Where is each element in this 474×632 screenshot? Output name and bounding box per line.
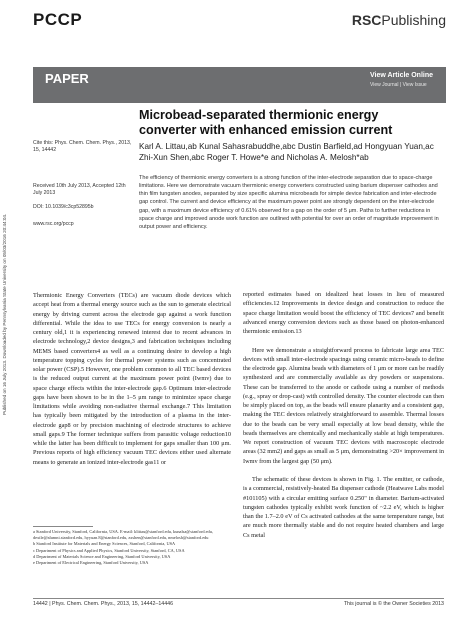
footnote-item: a Stanford University, Stanford, California, USA. E-mail: klittau@stanford.edu, kunalsa@stanford.edu, dexile@alumni.stanford.edu, hyyuan.8@stanford.edu, zxshen@stanford.edu, nmelosh@stanford.edu (33, 529, 213, 541)
body-column-left (33, 291, 231, 467)
journal-name: PCCP (33, 10, 83, 29)
body-paragraph: Here we demonstrate a straightforward process to fabricate large area TEC devices with small inter-electrode spacings using ceramic micro-beads to define the electrode gap. Alumina beads with diameters of 1 μm or more can be readily synthesized and are commercially available as dry powders or suspensions. These can be transferred to the anode or cathode using a number of methods (e.g., spray or drop-cast) with controlled density. The counter electrode can then be simply placed on top, as the beads will ensure planarity and a consistent gap, making the TEC devices relatively straightforward to assemble. Thermal losses due to the beads can be very small especially at low bead density, while the beads themselves are chemically and mechanically stable at high temperatures. We report construction of vacuum TEC devices with macroscopic electrode areas (32 mm2) and gaps as small as 5 μm, demonstrating >20× improvement in Iwmv from the largest gap (50 μm). (243, 346, 444, 465)
publisher-logo (352, 12, 446, 28)
journal-issue-links[interactable]: View Journal | View Issue (370, 82, 427, 88)
doi[interactable]: DOI: 10.1039/c3cp52895b (33, 204, 94, 210)
body-paragraph: Thermionic Energy Converters (TECs) are vacuum diode devices which accept heat from a thermal energy source such as the sun to generate electrical energy by driving current across the electrode gap against a work function differential. While the idea to use TECs for energy conversion is nearly a century old,1 it is experiencing renewed interest due to recent advances in electrode technology,2 device designs,3 and fabrication techniques including MEMS based converters4 as well as a continuing desire to develop a high temperature topping cycles for thermal power systems such as concentrated solar power (CSP).5 However, one problem common to all TEC based devices is the reduced output current at the maximum power point (Iwmv) due to space charge effects within the inter-electrode gap.6 Optimum inter-electrode gaps have been shown to be in the 1–5 μm range to minimize space charge limitations while avoiding non-radiative thermal exchange.7 This limitation has typically been mitigated by the introduction of a plasma in the inter-electrode gap8 or by precision machining of electrode structures to achieve small gaps.9 The former technique suffers from parasitic voltage reduction10 while the latter has been difficult to implement for gaps smaller than 100 μm. Previous reports of high efficiency vacuum TEC devices either used alternate means to generate an ionized inter-electrode gas11 or (33, 292, 231, 466)
view-article-online-link[interactable]: View Article Online (370, 72, 434, 79)
author-list: Karl A. Littau,ab Kunal Sahasrabuddhe,abc Dustin Barfield,ad Hongyuan Yuan,ac Zhi-Xun Shen,abc Roger T. Howe*e and Nicholas A. Melosh*ab (139, 142, 434, 162)
footnote-item: d Department of Materials Science and Engineering, Stanford University, USA (33, 553, 171, 559)
citation-info: Cite this: Phys. Chem. Chem. Phys., 2013, 15, 14442 (33, 140, 132, 153)
publisher-light: Publishing (381, 12, 446, 28)
affiliation-footnotes (33, 529, 233, 566)
paper-type-label: PAPER (45, 71, 89, 86)
abstract: The efficiency of thermionic energy converters is a strong function of the inter-electrode separation due to space-charge limitations. Here we demonstrate vacuum thermionic energy converters constructed using barium dispenser cathodes and thin film tungsten anodes, separated by size specific alumina microbeads for simple device fabrication and inter-electrode gap control. The current and device efficiency at the maximum power point are strongly dependent on the inter-electrode gap, with a maximum device efficiency of 0.61% observed for a gap on the order of 5 μm. Paths to further reductions in space charge and improved anode work function are outlined with potential for over an order of magnitude improvement in output power and efficiency. (139, 175, 439, 230)
received-dates: Received 10th July 2013, Accepted 12th July 2013 (33, 183, 126, 196)
journal-url[interactable]: www.rsc.org/pccp (33, 221, 74, 227)
footnote-item: b Stanford Institute for Materials and Energy Sciences, Stanford, California, USA (33, 541, 176, 547)
download-watermark-text: Published on 16 July 2013. Downloaded by Pennsylvania State University on 05/03/2016 20:44:04. (2, 213, 7, 415)
footnote-item: c Department of Physics and Applied Physics, Stanford University, Stanford, CA, USA (33, 547, 185, 553)
publisher-bold: RSC (351, 12, 382, 28)
body-paragraph: The schematic of these devices is shown in Fig. 1. The emitter, or cathode, is a commercial, resistively-heated Ba dispenser cathode (Heatwave Labs model #101105) with a circular emitting surface 0.250" in diameter. Barium-activated tungsten cathodes typically exhibit work function of ~2.2 eV, which is higher than the 1.7–2.0 eV of Cs activated cathodes at the same temperature range, but are much more thermally stable and do not require heated chambers and large Cs metal (243, 476, 444, 539)
footer-divider (33, 598, 444, 599)
article-title: Microbead-separated thermionic energy converter with enhanced emission current (139, 108, 393, 137)
footnote-divider (33, 526, 93, 527)
body-column-right (243, 290, 444, 540)
download-watermark (2, 115, 10, 415)
footer-copyright: This journal is © the Owner Societies 2013 (343, 601, 444, 607)
body-paragraph: reported estimates based on idealized heat losses in lieu of measured efficiencies.12 Improvements in device design and construction to reduce the space charge limitation would boost the efficiency of TEC devices7 and benefit advanced energy conversion devices such as those based on photon-enhanced thermionic emission.13 (243, 291, 444, 335)
footer-page-citation: 14442 | Phys. Chem. Chem. Phys., 2013, 15, 14442–14446 (33, 601, 174, 607)
footnote-item: e Department of Electrical Engineering, Stanford University, USA (33, 560, 149, 566)
